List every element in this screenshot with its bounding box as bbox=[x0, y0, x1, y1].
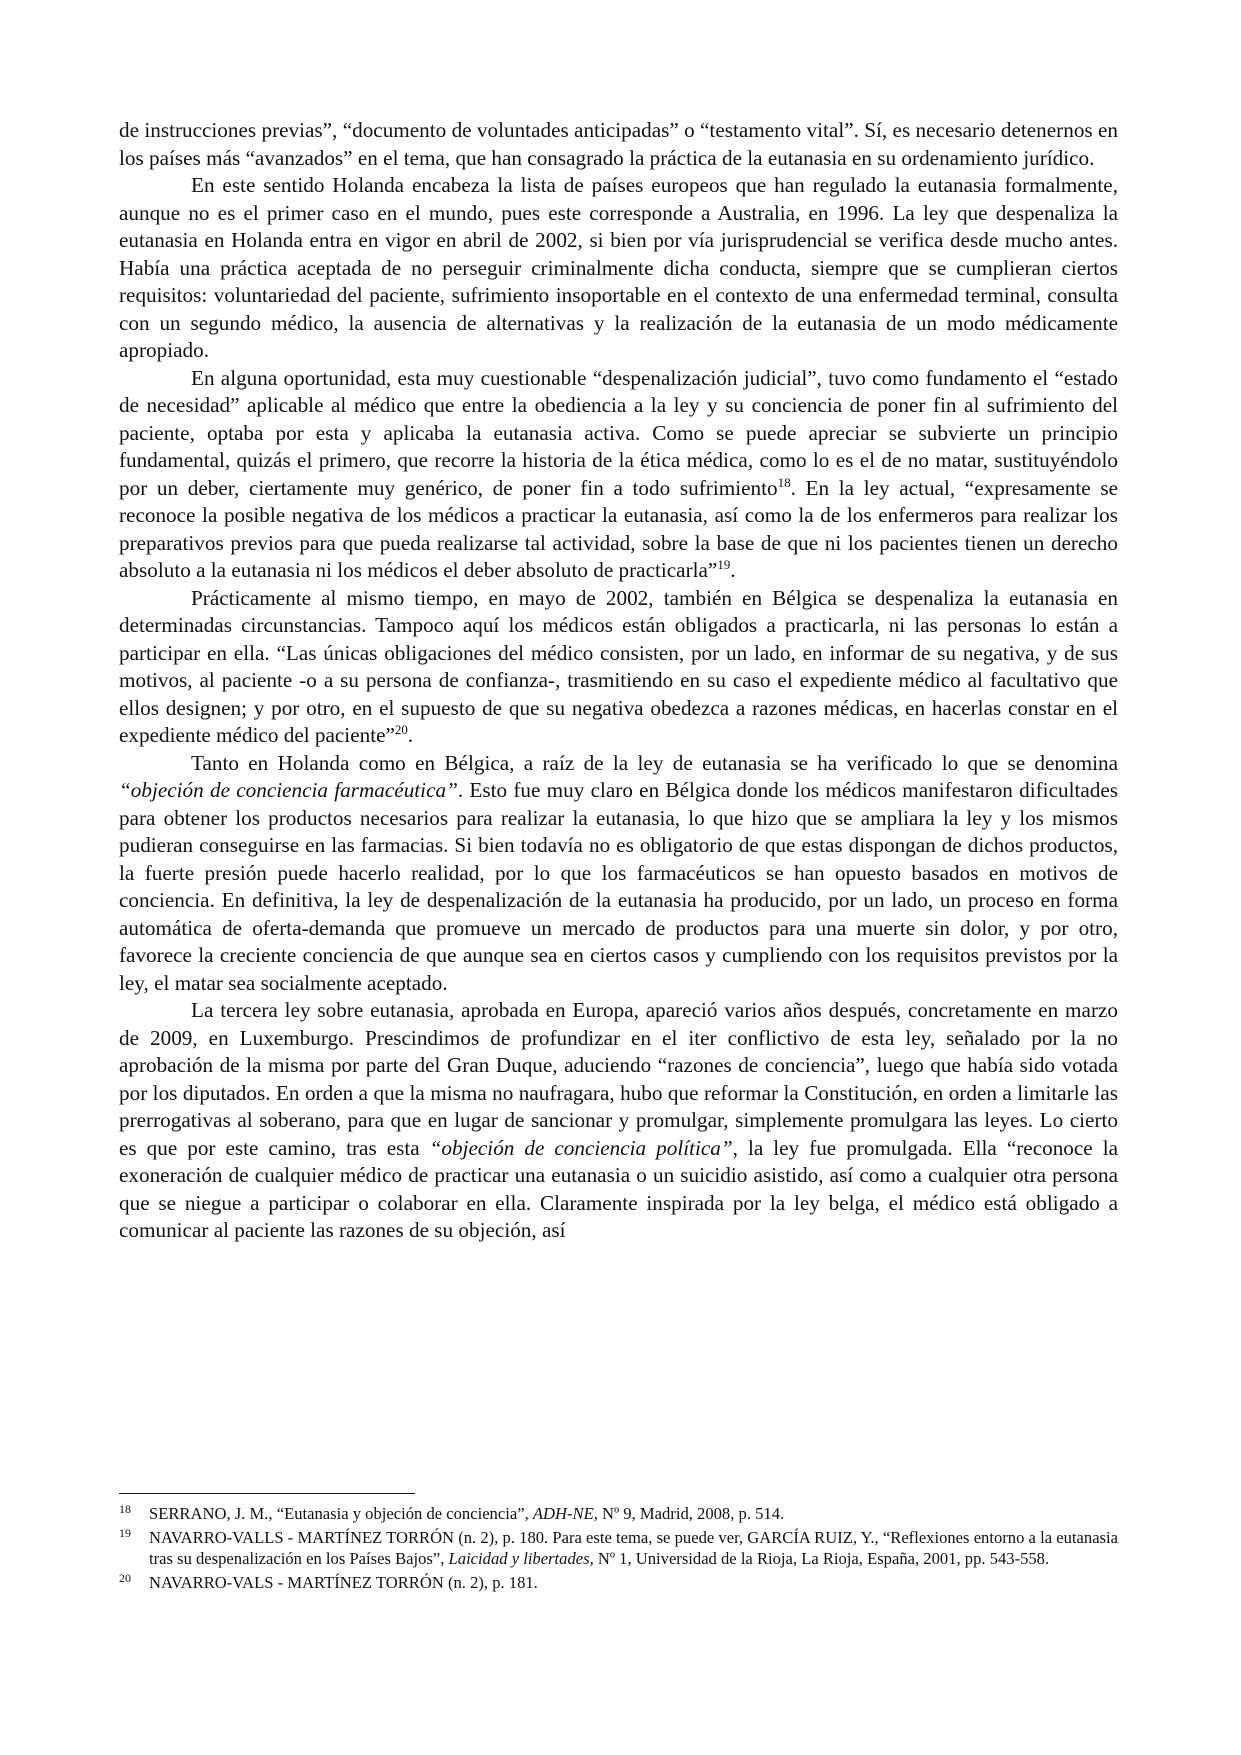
italic-text: Laicidad y libertades, bbox=[448, 1548, 594, 1568]
paragraph bbox=[119, 117, 1118, 172]
footnote-list bbox=[119, 1504, 1118, 1594]
paragraph bbox=[119, 365, 1118, 585]
italic-text: ADH-NE bbox=[532, 1504, 594, 1523]
footnote bbox=[119, 1528, 1118, 1569]
text-run: Nº 1, Universidad de la Rioja, La Rioja, España, 2001, pp. 543-558. bbox=[593, 1548, 1050, 1568]
text-run: En alguna oportunidad, esta muy cuestionable “despenalización judicial”, tuvo como fundamento el “estado de necesidad” aplicable al médico que entre la obediencia a la ley y su conciencia de poner fin al sufrimiento del paciente, optaba por esta y aplicaba la eutanasia activa. Como se puede apreciar se subvierte un principio fundamental, quizás el primero, que recorre la historia de la ética médica, como lo es el de no matar, sustituyéndolo por un deber, ciertamente muy genérico, de poner fin a todo sufrimiento bbox=[119, 365, 1118, 500]
footnote-reference: 18 bbox=[777, 474, 791, 490]
text-run: Tanto en Holanda como en Bélgica, a raíz de la ley de eutanasia se ha verificado lo que se denomina bbox=[191, 750, 1118, 775]
footnote bbox=[119, 1504, 1118, 1524]
text-run: . bbox=[730, 558, 736, 582]
footnote-number: 19 bbox=[119, 1526, 131, 1541]
text-run: La tercera ley sobre eutanasia, aprobada en Europa, apareció varios años después, concretamente en marzo de 2009, en Luxemburgo. Prescindimos de profundizar en el iter conflictivo de esta ley, señalado por la no aprobación de la misma por parte del Gran Duque, aduciendo “razones de conciencia”, luego que había sido votada por los diputados. En orden a que la misma no naufragara, hubo que reformar la Constitución, en orden a limitarle las prerrogativas al soberano, para que en lugar de sancionar y promulgar, simplemente promulgara las leyes. Lo cierto es que por este camino, tras esta bbox=[119, 998, 1118, 1160]
paragraph bbox=[119, 997, 1118, 1245]
paragraph bbox=[119, 172, 1118, 365]
text-run: NAVARRO-VALS - MARTÍNEZ TORRÓN (n. 2), p. 181. bbox=[149, 1573, 538, 1593]
text-run: Prácticamente al mismo tiempo, en mayo de 2002, también en Bélgica se despenaliza la eutanasia en determinadas circunstancias. Tampoco aquí los médicos están obligados a practicarla, ni las personas lo están a participar en ella. “Las únicas obligaciones del médico consisten, por un lado, en informar de su negativa, y de sus motivos, al paciente -o a su persona de confianza-, trasmitiendo en su caso el expediente médico al facultativo que ellos designen; y por otro, en el supuesto de que su negativa obedezca a razones médicas, en hacerlas constar en el expediente médico del paciente” bbox=[119, 585, 1118, 747]
footnote bbox=[119, 1573, 1118, 1593]
footnote-reference: 19 bbox=[717, 557, 731, 572]
footnote-separator bbox=[119, 1493, 415, 1494]
paragraph bbox=[119, 750, 1118, 998]
paragraph bbox=[119, 585, 1118, 750]
document-body bbox=[119, 117, 1118, 1245]
text-run: , Nº 9, Madrid, 2008, p. 514. bbox=[593, 1504, 785, 1523]
text-run: de instrucciones previas”, “documento de voluntades anticipadas” o “testamento vital”. Sí, es necesario detenernos en los países más “avanzados” en el tema, que han consagrado la práctica de la eutanasia en su ordenamiento jurídico. bbox=[119, 118, 1118, 170]
text-run: NAVARRO-VALLS - MARTÍNEZ TORRÓN (n. 2), p. 180. Para este tema, se puede ver, GARCÍA RUIZ, Y., “Reflexiones entorno a la eutanasia tras su despenalización en los Países Bajos”, bbox=[149, 1528, 1118, 1568]
footnote-reference: 20 bbox=[394, 722, 408, 737]
text-run: En este sentido Holanda encabeza la lista de países europeos que han regulado la eutanasia formalmente, aunque no es el primer caso en el mundo, pues este corresponde a Australia, en 1996. La ley que despenaliza la eutanasia en Holanda entra en vigor en abril de 2002, si bien por vía jurisprudencial se verifica desde mucho antes. Había una práctica aceptada de no perseguir criminalmente dicha conducta, siempre que se cumplieran ciertos requisitos: voluntariedad del paciente, sufrimiento insoportable en el contexto de una enfermedad terminal, consulta con un segundo médico, la ausencia de alternativas y la realización de la eutanasia de un modo médicamente apropiado. bbox=[119, 173, 1118, 362]
text-run: . En la ley actual, “expresamente se reconoce la posible negativa de los médicos a practicar la eutanasia, así como la de los enfermeros para realizar los preparativos previos para que pueda realizarse tal actividad, sobre la base de que ni los pacientes tienen un derecho absoluto a la eutanasia ni los médicos el deber absoluto de practicarla” bbox=[119, 475, 1118, 582]
italic-text: “objeción de conciencia política” bbox=[429, 1135, 733, 1160]
footnote-number: 20 bbox=[119, 1571, 131, 1586]
body-text bbox=[119, 117, 1118, 1245]
footnote-number: 18 bbox=[119, 1502, 131, 1516]
footnotes-section bbox=[119, 1493, 1118, 1598]
text-run: . Esto fue muy claro en Bélgica donde los médicos manifestaron dificultades para obtener los productos necesarios para realizar la eutanasia, lo que hizo que se ampliara la ley y los mismos pudieran conseguirse en las farmacias. Si bien todavía no es obligatorio de que estas dispongan de dichos productos, la fuerte presión puede hacerlo realidad, por lo que los farmacéuticos se han opuesto basados en motivos de conciencia. En definitiva, la ley de despenalización de la eutanasia ha producido, por un lado, un proceso en forma automática de oferta-demanda que promueve un mercado de productos para una muerte sin dolor, y por otro, favorece la creciente conciencia de que aunque sea en ciertos casos y cumpliendo con los requisitos previstos por la ley, el matar sea socialmente aceptado. bbox=[119, 778, 1118, 995]
text-run: SERRANO, J. M., “Eutanasia y objeción de conciencia”, bbox=[149, 1504, 533, 1523]
text-run: . bbox=[407, 723, 414, 747]
italic-text: “objeción de conciencia farmacéutica” bbox=[119, 778, 458, 802]
text-run: , la ley fue promulgada. Ella “reconoce la exoneración de cualquier médico de practicar una eutanasia o un suicidio asistido, así como a cualquier otra persona que se niegue a participar o colaborar en ella. Claramente inspirada por la ley belga, el médico está obligado a comunicar al paciente las razones de su objeción, así bbox=[119, 1135, 1118, 1242]
